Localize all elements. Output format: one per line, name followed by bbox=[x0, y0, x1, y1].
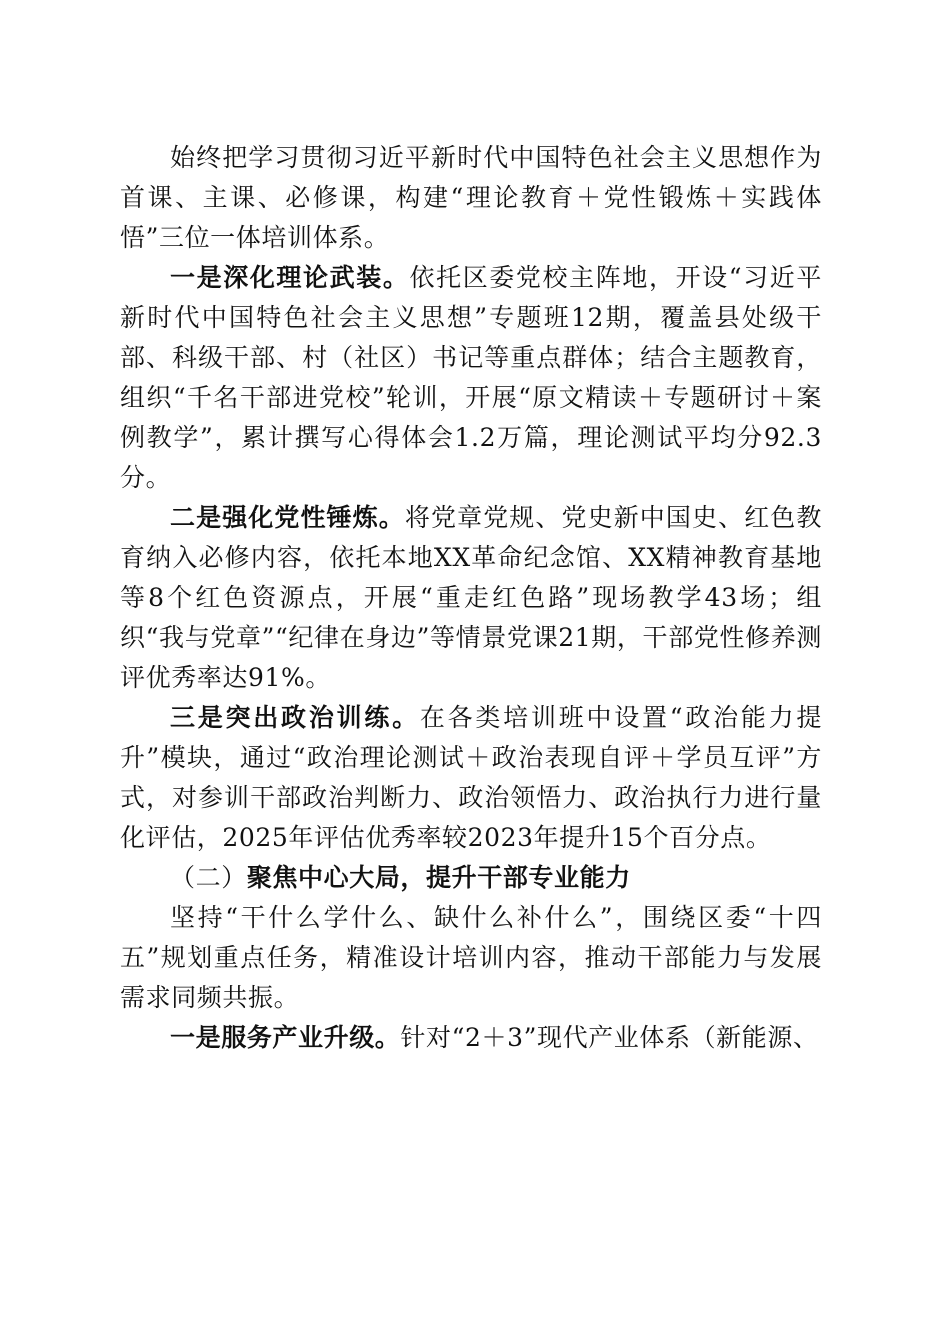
political-training-paragraph bbox=[120, 698, 822, 858]
industry-lead: 一是服务产业升级。 bbox=[170, 1023, 401, 1052]
section-heading-text: 聚焦中心大局，提升干部专业能力 bbox=[246, 863, 631, 892]
party-spirit-paragraph bbox=[120, 498, 822, 698]
industry-paragraph bbox=[120, 1018, 822, 1058]
political-training-body: 在各类培训班中设置“政治能力提升”模块，通过“政治理论测试＋政治表现自评＋学员互评”方式，对参训干部政治判断力、政治领悟力、政治执行力进行量化评估，2025年评估优秀率较2023年提升15个百分点。 bbox=[120, 703, 822, 852]
theory-body: 依托区委党校主阵地，开设“习近平新时代中国特色社会主义思想”专题班12期，覆盖县处级干部、科级干部、村（社区）书记等重点群体；结合主题教育，组织“千名干部进党校”轮训，开展“原文精读＋专题研讨＋案例教学”，累计撰写心得体会1.2万篇，理论测试平均分92.3分。 bbox=[120, 263, 822, 492]
party-spirit-lead: 二是强化党性锤炼。 bbox=[170, 503, 405, 532]
party-spirit-body: 将党章党规、党史新中国史、红色教育纳入必修内容，依托本地XX革命纪念馆、XX精神教育基地等8个红色资源点，开展“重走红色路”现场教学43场；组织“我与党章”“纪律在身边”等情景党课21期，干部党性修养测评优秀率达91%。 bbox=[120, 503, 822, 692]
political-training-lead: 三是突出政治训练。 bbox=[170, 703, 420, 732]
section-heading bbox=[120, 858, 822, 898]
focus-paragraph: 坚持“干什么学什么、缺什么补什么”，围绕区委“十四五”规划重点任务，精准设计培训内容，推动干部能力与发展需求同频共振。 bbox=[120, 903, 822, 1012]
theory-lead: 一是深化理论武装。 bbox=[170, 263, 410, 292]
theory-paragraph bbox=[120, 258, 822, 498]
industry-body: 针对“2＋3”现代产业体系（新能源、 bbox=[400, 1023, 819, 1052]
section-heading-number: （二） bbox=[170, 863, 247, 892]
intro-paragraph: 始终把学习贯彻习近平新时代中国特色社会主义思想作为首课、主课、必修课，构建“理论教育＋党性锻炼＋实践体悟”三位一体培训体系。 bbox=[120, 143, 822, 252]
